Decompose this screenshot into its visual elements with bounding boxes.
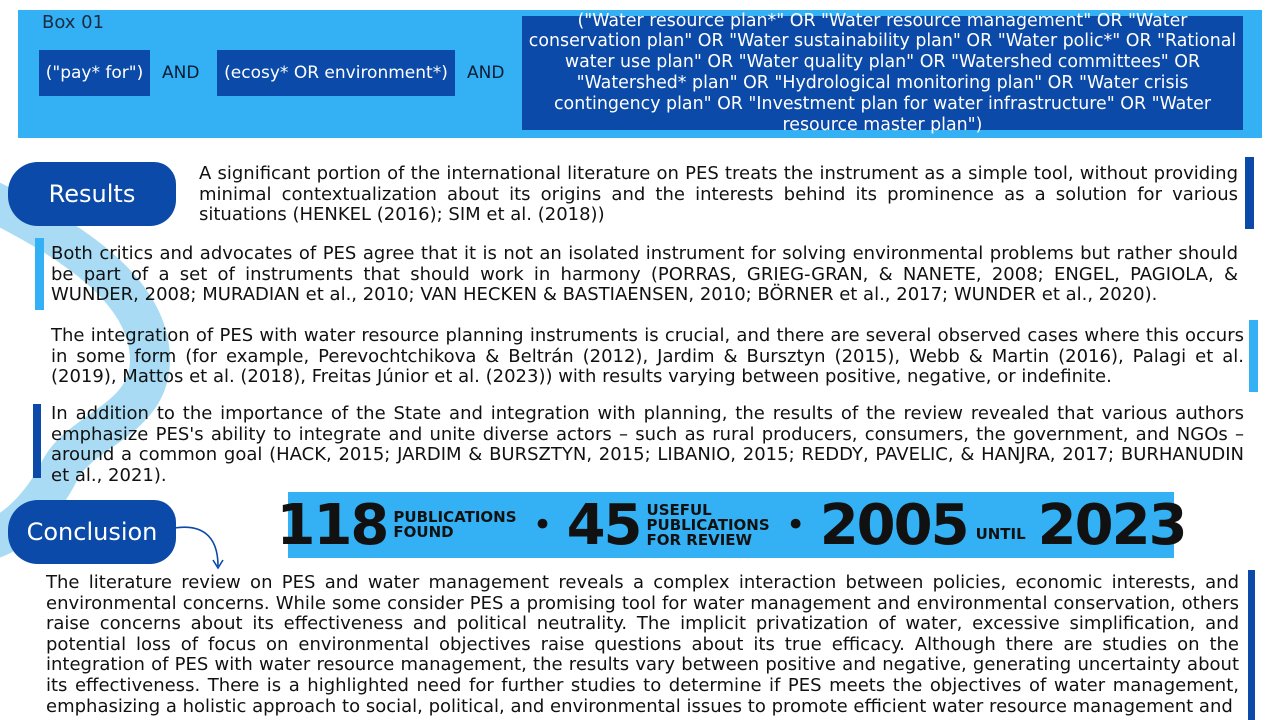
results-paragraph-2: Both critics and advocates of PES agree that it is not an isolated instrument for solving environmental problems but rather should be part of a set of instruments that should work in harmony (PORRAS, GRIEG-GRAN, & NANETE, 2008; ENGEL, PAGIOLA, & WUNDER, 2008; MURADIAN et al., 2010; VAN HECKEN & BASTIAENSEN, 2010; BÖRNER et al., 2017; WUNDER et al., 2020).: [51, 243, 1238, 306]
separator-dot: •: [532, 505, 553, 545]
accent-bar: [1248, 570, 1255, 720]
search-term-pay-for: ("pay* for"): [39, 50, 150, 96]
publications-found-label: [393, 510, 516, 540]
curved-arrow-icon: [170, 522, 230, 574]
accent-bar: [1249, 320, 1258, 392]
results-heading: Results: [8, 162, 176, 226]
search-term-water-plans: ("Water resource plan*" OR "Water resource management" OR "Water conservation plan" OR "Water sustainability plan" OR "Water polic*" OR "Rational water use plan" OR "Water quality plan" OR "Watershed committees" OR "Watershed* plan" OR "Hydrological monitoring plan" OR "Water crisis contingency plan" OR "Investment plan for water infrastructure" OR "Water resource master plan"): [522, 16, 1243, 130]
accent-bar: [1245, 157, 1254, 229]
label-line: PUBLICATIONS: [393, 508, 517, 526]
label-line: PUBLICATIONS: [646, 515, 770, 534]
accent-bar: [35, 238, 44, 310]
results-paragraph-4: In addition to the importance of the State and integration with planning, the results of the review revealed that various authors emphasize PES's ability to integrate and unite diverse actors – such as rural producers, consumers, the government, and NGOs – around a common goal (HACK, 2015; JARDIM & BURSZTYN, 2015; LIBANIO, 2015; REDDY, PAVELIC, & HANJRA, 2017; BURHANUDIN et al., 2021).: [51, 403, 1244, 486]
results-paragraph-1: A significant portion of the international literature on PES treats the instrument as a simple tool, without providing minimal contextualization about its origins and the interests behind its prominence as a solution for various situations (HENKEL (2016); SIM et al. (2018)): [199, 163, 1238, 226]
year-start: 2005: [819, 492, 968, 558]
publications-found-count: 118: [276, 492, 388, 558]
search-term-ecosystem: (ecosy* OR environment*): [217, 50, 455, 96]
separator-dot: •: [785, 505, 806, 545]
year-end: 2023: [1037, 492, 1186, 558]
label-line: FOR REVIEW: [646, 530, 753, 549]
until-label: UNTIL: [975, 525, 1026, 543]
box-label: Box 01: [42, 12, 105, 33]
operator-and-2: AND: [467, 63, 505, 83]
conclusion-heading: Conclusion: [8, 500, 176, 564]
results-paragraph-3: The integration of PES with water resource planning instruments is crucial, and there are several observed cases where this occurs in some form (for example, Perevochtchikova & Beltrán (2012), Jardim & Bursztyn (2015), Webb & Martin (2016), Palagi et al. (2019), Mattos et al. (2018), Freitas Júnior et al. (2023)) with results varying between positive, negative, or indefinite.: [51, 325, 1244, 388]
operator-and-1: AND: [162, 63, 200, 83]
label-line: FOUND: [393, 523, 454, 541]
label-line: USEFUL: [646, 500, 712, 519]
conclusion-paragraph: The literature review on PES and water management reveals a complex interaction between policies, economic interests, and environmental concerns. While some consider PES a promising tool for water management and environmental conservation, others raise concerns about its effectiveness and political neutrality. The implicit privatization of water, excessive simplification, and potential loss of focus on environmental objectives raise questions about its true efficacy. Although there are studies on the integration of PES with water resource management, the results vary between positive and negative, generating uncertainty about its effectiveness. There is a highlighted need for further studies to determine if PES meets the objectives of water management, emphasizing a holistic approach to social, political, and environmental issues to promote efficient water resource management and: [46, 572, 1239, 717]
useful-publications-label: [646, 500, 770, 549]
stats-strip: [276, 492, 1186, 558]
useful-publications-count: 45: [566, 492, 641, 558]
accent-bar: [33, 404, 41, 478]
